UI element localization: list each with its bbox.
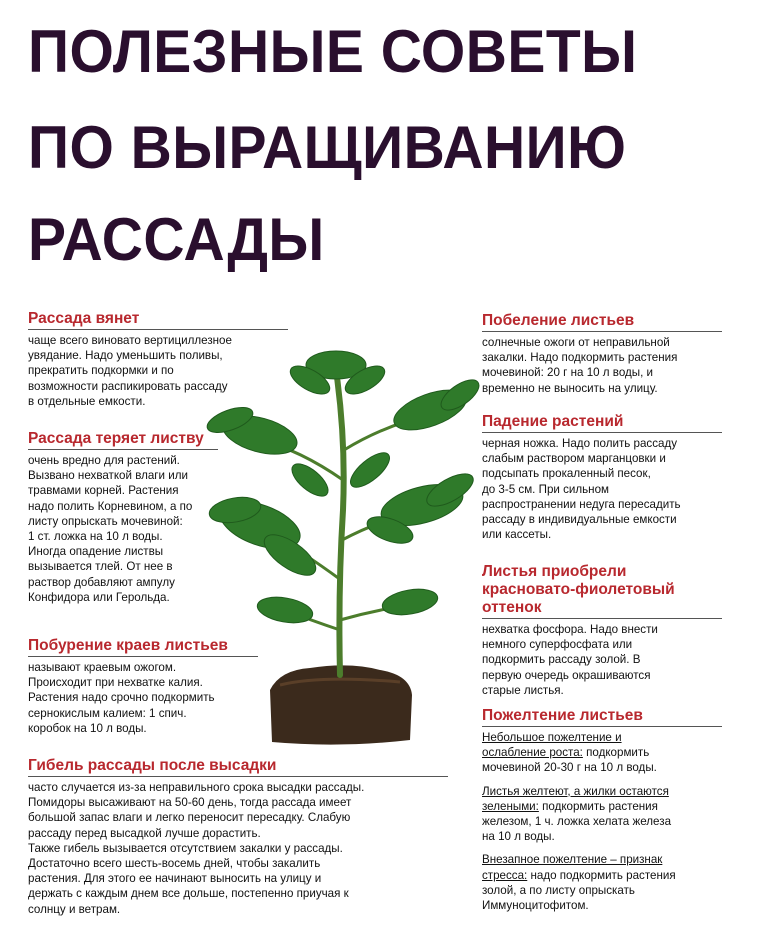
text-wilts: чаще всего виновато вертициллезное увядание. Надо уменьшить поливы, прекратить подкормки и по возможности распикировать рассаду в отдельные емкости. <box>28 334 232 408</box>
divider <box>482 331 722 332</box>
text-purple: нехватка фосфора. Надо внести немного суперфосфата или подкормить рассаду золой. В первую очередь окрашиваются старые листья. <box>482 623 658 697</box>
text-yellowing-3 <box>482 852 722 913</box>
yellowing-cause-1: Небольшое пожелтение и ослабление роста: <box>482 731 622 760</box>
section-whitening <box>482 312 722 396</box>
section-purple <box>482 563 722 698</box>
text-whitening: солнечные ожоги от неправильной закалки. Надо подкормить растения мочевиной: 20 г на 10 л воды, и временно не выносить на улицу. <box>482 336 678 395</box>
divider <box>28 329 288 330</box>
text-browning: называют краевым ожогом. Происходит при нехватке калия. Растения надо срочно подкормить сернокислым калием: 1 спич. коробок на 10 л воды. <box>28 661 215 735</box>
text-yellowing-2 <box>482 784 722 845</box>
divider <box>28 656 258 657</box>
divider <box>482 726 722 727</box>
heading-yellowing: Пожелтение листьев <box>482 707 643 724</box>
section-falling <box>482 413 722 542</box>
section-browning <box>28 637 258 736</box>
heading-purple-3: оттенок <box>482 599 542 616</box>
section-death <box>28 757 448 917</box>
heading-purple-2: красновато-фиолетовый <box>482 581 675 598</box>
text-death: часто случается из-за неправильного срока высадки рассады. Помидоры высаживают на 50-60 день, тогда рассада имеет большой запас влаги и легко переносит пересадку. Слабую рассаду перед высадкой лучше дорастить. Также гибель вызывается отсутствием закалки у рассады. Достаточно всего шесть-восемь дней, чтобы закалить растения. Для этого ее начинают выносить на улицу и держать с каждым днем все дольше, постепенно приучая к солнцу и ветрам. <box>28 781 365 916</box>
heading-whitening: Побеление листьев <box>482 312 635 329</box>
divider <box>482 618 722 619</box>
heading-browning: Побурение краев листьев <box>28 637 228 654</box>
text-falling: черная ножка. Надо полить рассаду слабым раствором марганцовки и подсыпать прокаленный песок, до 3-5 см. При сильном распространении недуга пересадить рассаду в индивидуальные емкости или кассеты. <box>482 437 681 542</box>
heading-loses-leaves: Рассада теряет листву <box>28 430 204 447</box>
yellowing-cause-2: Листья желтеют, а жилки остаются зелеными: <box>482 784 669 813</box>
section-loses-leaves <box>28 430 218 605</box>
text-yellowing-1 <box>482 730 722 776</box>
heading-falling: Падение растений <box>482 413 624 430</box>
section-yellowing <box>482 707 722 913</box>
section-wilts <box>28 310 288 409</box>
yellowing-cause-3: Внезапное пожелтение – признак стресса: <box>482 853 663 882</box>
divider <box>482 432 722 433</box>
divider <box>28 776 448 777</box>
divider <box>28 449 218 450</box>
page-title-line-3: РАССАДЫ <box>28 206 325 273</box>
heading-purple-1: Листья приобрели <box>482 563 627 580</box>
yellowing-fix-3: надо подкормить растения золой, а по листу опрыскать Иммуноцитофитом. <box>482 868 676 913</box>
text-loses-leaves: очень вредно для растений. Вызвано нехваткой влаги или травмами корней. Растения надо полить Корневином, а по листу опрыскать мочевиной: 1 ст. ложка на 10 л воды. Иногда опадение листвы вызывается тлей. От нее в раствор добавляют ампулу Конфидора или Герольда. <box>28 454 193 604</box>
yellowing-fix-1: подкормить мочевиной 20-30 г на 10 л воды. <box>482 746 657 775</box>
page-title-line-2: ПО ВЫРАЩИВАНИЮ <box>28 114 627 181</box>
page-title-line-1: ПОЛЕЗНЫЕ СОВЕТЫ <box>28 18 638 85</box>
heading-wilts: Рассада вянет <box>28 310 140 327</box>
yellowing-fix-2: подкормить растения железом, 1 ч. ложка хелата железа на 10 л воды. <box>482 799 672 844</box>
heading-death: Гибель рассады после высадки <box>28 757 277 774</box>
